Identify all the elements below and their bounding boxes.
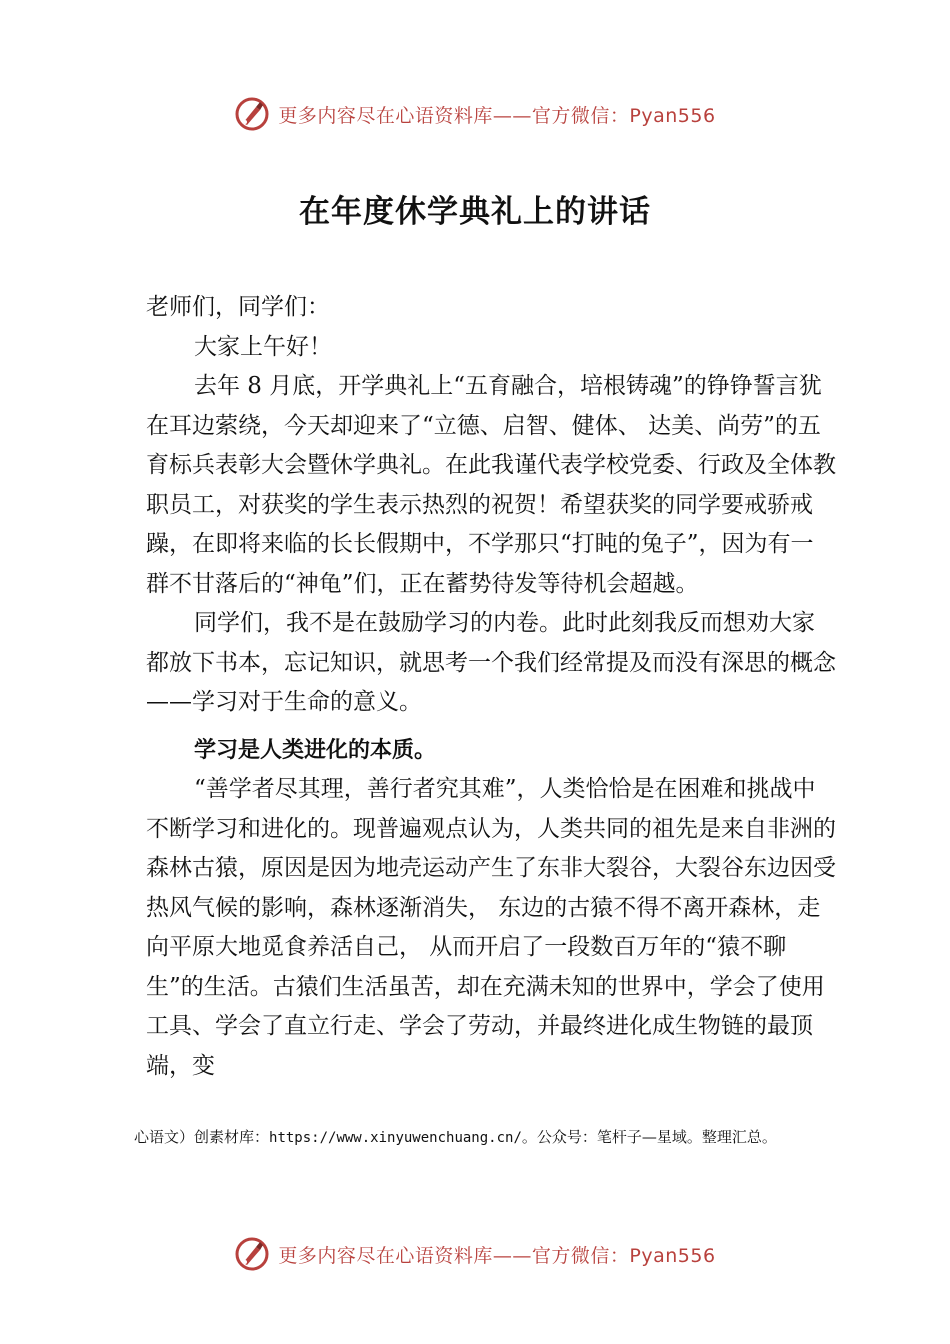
document-body (146, 288, 836, 1086)
greeting: 大家上午好！ (194, 333, 332, 360)
wechat-id: Pyan556 (629, 104, 716, 127)
document-title: 在年度休学典礼上的讲话 (299, 194, 651, 230)
paragraph-2: 同学们，我不是在鼓励学习的内卷。此时此刻我反而想劝大家都放下书本，忘记知识，就思考一个我们经常提及而没有深思的概念——学习对于生命的意义。 (146, 610, 836, 715)
salutation: 老师们，同学们： (146, 294, 330, 320)
banner-slogan: 更多内容尽在心语资料库——官方微信： (278, 1244, 630, 1267)
banner-text (278, 101, 715, 128)
footer-banner (0, 1234, 950, 1274)
paragraph-3: “善学者尽其理，善行者究其难”，人类恰恰是在困难和挑战中不断学习和进化的。现普遍观点认为，人类共同的祖先是来自非洲的森林古猿，原因是因为地壳运动产生了东非大裂谷，大裂谷东边因受热风气候的影响，森林逐渐消失， 东边的古猿不得不离开森林，走向平原大地觅食养活自己， 从而开启了一段数百万年的“猿不聊生”的生活。古猿们生活虽苦，却在充满未知的世界中，学会了使用工具、学会了直立行走、学会了劳动，并最终进化成生物链的最顶端，变 (146, 776, 836, 1079)
pen-logo-icon (234, 96, 270, 132)
banner-slogan: 更多内容尽在心语资料库——官方微信： (278, 104, 630, 127)
source-suffix: 。公众号：笔杆子—星域。整理汇总。 (521, 1128, 777, 1146)
source-url[interactable]: https://www.xinyuwenchuang.cn/ (269, 1130, 522, 1146)
section-heading: 学习是人类进化的本质。 (194, 737, 437, 763)
source-prefix: 心语文）创素材库： (134, 1128, 270, 1146)
wechat-id: Pyan556 (629, 1244, 716, 1267)
banner-text (278, 1241, 715, 1268)
header-banner (0, 94, 950, 134)
paragraph-1: 去年 8 月底，开学典礼上“五育融合，培根铸魂”的铮铮誓言犹在耳边萦绕，今天却迎来了“立德、启智、健体、 达美、尚劳”的五育标兵表彰大会暨休学典礼。在此我谨代表学校党委、行政及全体教职员工，对获奖的学生表示热烈的祝贺！希望获奖的同学要戒骄戒躁，在即将来临的长长假期中，不学那只“打盹的兔子”，因为有一群不甘落后的“神龟”们，正在蓄势待发等待机会超越。 (146, 373, 836, 597)
source-line (134, 1126, 894, 1149)
pen-logo-icon (234, 1236, 270, 1272)
